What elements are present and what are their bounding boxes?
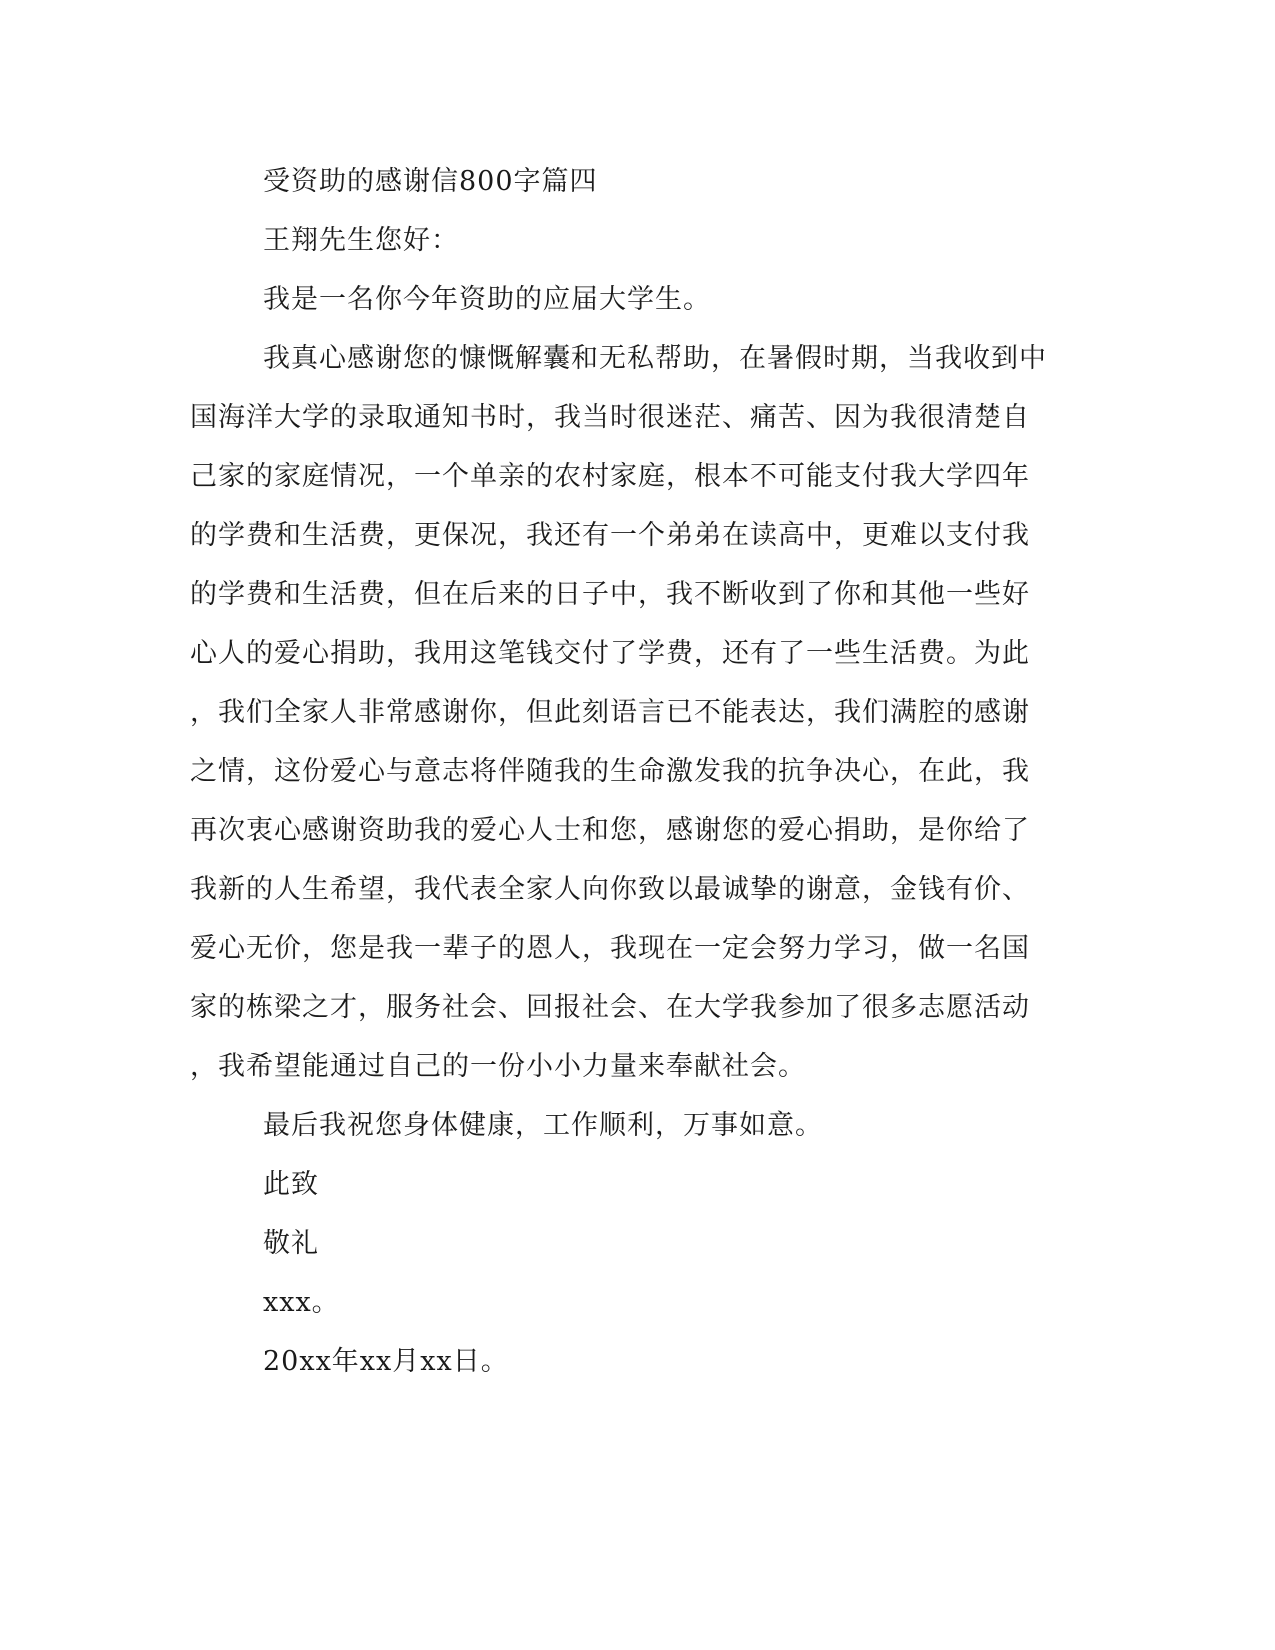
wishes-paragraph: 最后我祝您身体健康，工作顺利，万事如意。 [263,1110,823,1141]
body-line: 家的栋梁之才，服务社会、回报社会、在大学我参加了很多志愿活动 [190,992,1030,1023]
date-line: 20xx年xx月xx日。 [263,1346,509,1377]
signature: xxx。 [263,1287,340,1318]
body-line: ，我们全家人非常感谢你，但此刻语言已不能表达，我们满腔的感谢 [190,697,1030,728]
body-line: 的学费和生活费，但在后来的日子中，我不断收到了你和其他一些好 [190,579,1030,610]
salutation: 王翔先生您好： [263,225,459,256]
body-line: 我真心感谢您的慷慨解囊和无私帮助，在暑假时期，当我收到中 [263,343,1047,374]
body-line: 心人的爱心捐助，我用这笔钱交付了学费，还有了一些生活费。为此 [190,638,1030,669]
closing-line: 敬礼 [263,1228,319,1259]
body-line: 己家的家庭情况，一个单亲的农村家庭，根本不可能支付我大学四年 [190,461,1030,492]
body-line: 之情，这份爱心与意志将伴随我的生命激发我的抗争决心，在此，我 [190,756,1030,787]
body-line: 爱心无价，您是我一辈子的恩人，我现在一定会努力学习，做一名国 [190,933,1030,964]
body-line: 的学费和生活费，更保况，我还有一个弟弟在读高中，更难以支付我 [190,520,1030,551]
body-line: 我新的人生希望，我代表全家人向你致以最诚挚的谢意，金钱有价、 [190,874,1030,905]
intro-paragraph: 我是一名你今年资助的应届大学生。 [263,284,711,315]
body-line: 国海洋大学的录取通知书时，我当时很迷茫、痛苦、因为我很清楚自 [190,402,1030,433]
body-line: ，我希望能通过自己的一份小小力量来奉献社会。 [190,1051,806,1082]
document-title: 受资助的感谢信800字篇四 [263,166,598,197]
closing-line: 此致 [263,1169,319,1200]
body-line: 再次衷心感谢资助我的爱心人士和您，感谢您的爱心捐助，是你给了 [190,815,1030,846]
